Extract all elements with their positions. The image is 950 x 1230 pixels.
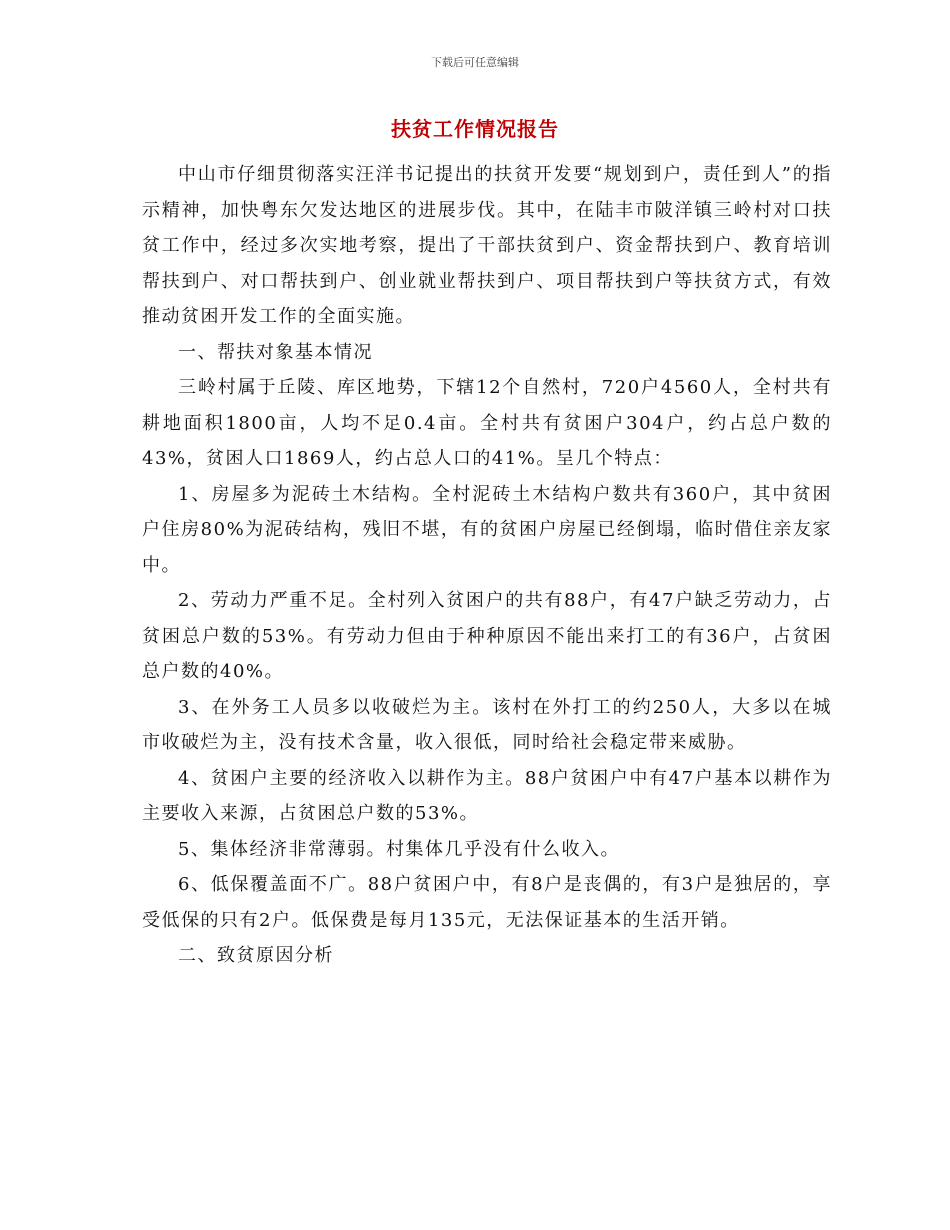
section-heading: 一、帮扶对象基本情况: [178, 341, 373, 363]
document-body: [142, 157, 832, 974]
page-header-note: 下载后可任意编辑: [431, 56, 519, 69]
list-item: 2、劳动力严重不足。全村列入贫困户的共有88户，有47户缺乏劳动力，占贫困总户数的53%。有劳动力但由于种种原因不能出来打工的有36户，占贫困总户数的40%。: [142, 590, 832, 682]
intro-paragraph: 中山市仔细贯彻落实汪洋书记提出的扶贫开发要“规划到户，责任到人”的指示精神，加快粤东欠发达地区的进展步伐。其中，在陆丰市陂洋镇三岭村对口扶贫工作中，经过多次实地考察，提出了干部扶贫到户、资金帮扶到户、教育培训帮扶到户、对口帮扶到户、创业就业帮扶到户、项目帮扶到户等扶贫方式，有效推动贫困开发工作的全面实施。: [142, 164, 832, 327]
list-item: 1、房屋多为泥砖土木结构。全村泥砖土木结构户数共有360户，其中贫困户住房80%为泥砖结构，残旧不堪，有的贫困户房屋已经倒塌，临时借住亲友家中。: [142, 483, 832, 576]
list-item: 6、低保覆盖面不广。88户贫困户中，有8户是丧偶的，有3户是独居的，享受低保的只有2户。低保费是每月135元，无法保证基本的生活开销。: [142, 874, 832, 931]
list-item: 4、贫困户主要的经济收入以耕作为主。88户贫困户中有47户基本以耕作为主要收入来源，占贫困总户数的53%。: [142, 767, 832, 824]
body-paragraph: 三岭村属于丘陵、库区地势，下辖12个自然村，720户4560人，全村共有耕地面积1800亩，人均不足0.4亩。全村共有贫困户304户，约占总户数的43%，贫困人口1869人，约占总人口的41%。呈几个特点：: [142, 377, 832, 469]
section-heading: 二、致贫原因分析: [178, 945, 334, 966]
document-title: 扶贫工作情况报告: [391, 117, 559, 141]
list-item: 3、在外务工人员多以收破烂为主。该村在外打工的约250人，大多以在城市收破烂为主，没有技术含量，收入很低，同时给社会稳定带来威胁。: [142, 696, 832, 753]
list-item: 5、集体经济非常薄弱。村集体几乎没有什么收入。: [178, 838, 620, 860]
